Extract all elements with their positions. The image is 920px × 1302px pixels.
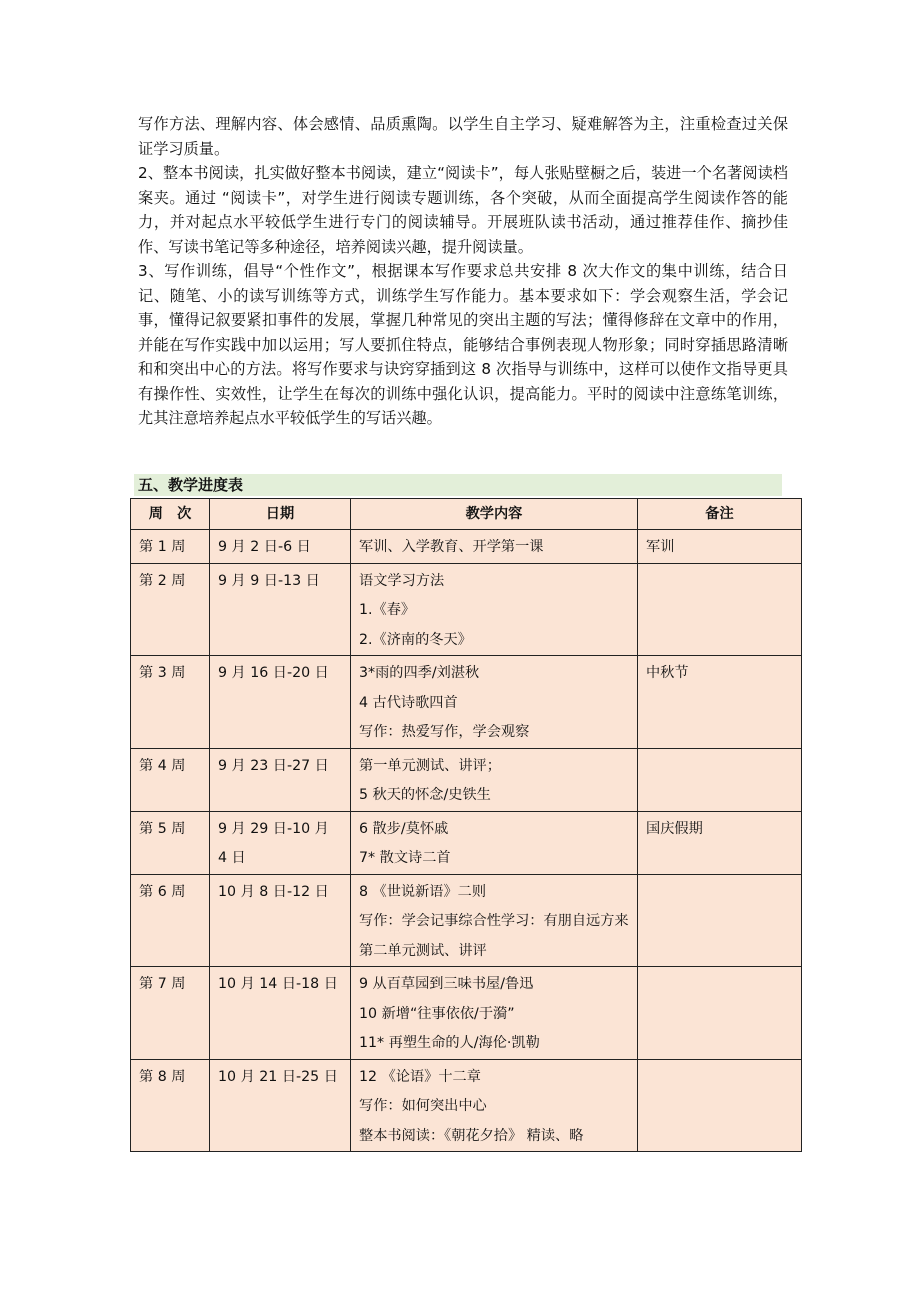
content-line: 5 秋天的怀念/史铁生 (359, 787, 491, 803)
content-line: 第一单元测试、讲评； (359, 757, 501, 774)
paragraph: 2、整本书阅读，扎实做好整本书阅读，建立“阅读卡”，每人张贴壁橱之后，装进一个名著阅读档案夹。通过 “阅读卡”，对学生进行阅读专题训练，各个突破，从而全面提高学生阅读作答的能力，并对起点水平较低学生进行专门的阅读辅导。开展班队读书活动，通过推荐佳作、摘抄佳作、写读书笔记等多种途径，培养阅读兴趣，提升阅读量。 (138, 164, 788, 256)
week-cell: 第 8 周 (131, 1059, 210, 1152)
section-heading: 五、教学进度表 (134, 474, 782, 496)
content-cell (351, 967, 638, 1060)
content-line: 6 散步/莫怀戚 (359, 820, 449, 837)
table-row (131, 563, 802, 656)
content-cell (351, 1059, 638, 1152)
content-line: 军训、入学教育、开学第一课 (359, 539, 544, 555)
content-cell (351, 874, 638, 967)
content-line: 12 《论语》十二章 (359, 1068, 481, 1085)
note-cell: 军训 (638, 530, 802, 564)
table-row (131, 811, 802, 874)
note-cell (638, 748, 802, 811)
date-cell: 10 月 21 日-25 日 (210, 1059, 351, 1152)
header-content: 教学内容 (351, 499, 638, 530)
table-body (131, 530, 802, 1152)
content-line: 11* 再塑生命的人/海伦·凯勒 (359, 1035, 540, 1051)
date-cell: 10 月 14 日-18 日 (210, 967, 351, 1060)
content-line: 写作：如何突出中心 (359, 1098, 487, 1114)
date-cell: 10 月 8 日-12 日 (210, 874, 351, 967)
content-line: 10 新增“往事依依/于漪” (359, 1005, 515, 1022)
header-note: 备注 (638, 499, 802, 530)
week-cell: 第 7 周 (131, 967, 210, 1060)
table-header-row (131, 499, 802, 530)
content-cell (351, 748, 638, 811)
note-cell: 中秋节 (638, 656, 802, 749)
date-cell: 9 月 23 日-27 日 (210, 748, 351, 811)
table-row (131, 1059, 802, 1152)
note-cell (638, 563, 802, 656)
week-cell: 第 6 周 (131, 874, 210, 967)
week-cell: 第 2 周 (131, 563, 210, 656)
schedule-table (130, 498, 802, 1152)
content-line: 整本书阅读：《朝花夕拾》 精读、略 (359, 1127, 584, 1144)
week-cell: 第 1 周 (131, 530, 210, 564)
date-cell: 9 月 9 日-13 日 (210, 563, 351, 656)
content-line: 1.《春》 (359, 602, 416, 618)
content-line: 3*雨的四季/刘湛秋 (359, 665, 480, 681)
note-cell: 国庆假期 (638, 811, 802, 874)
content-line: 第二单元测试、讲评 (359, 942, 487, 959)
week-cell: 第 4 周 (131, 748, 210, 811)
content-line: 语文学习方法 (359, 572, 445, 589)
content-line: 9 从百草园到三味书屋/鲁迅 (359, 976, 534, 992)
date-cell: 9 月 16 日-20 日 (210, 656, 351, 749)
content-cell (351, 530, 638, 564)
note-cell (638, 1059, 802, 1152)
date-cell: 9 月 2 日-6 日 (210, 530, 351, 564)
content-line: 写作：热爱写作，学会观察 (359, 724, 530, 740)
table-row (131, 967, 802, 1060)
content-cell (351, 811, 638, 874)
content-line: 2.《济南的冬天》 (359, 631, 472, 648)
table-row (131, 748, 802, 811)
body-text (138, 112, 788, 431)
paragraph: 写作方法、理解内容、体会感情、品质熏陶。以学生自主学习、疑难解答为主，注重检查过关保证学习质量。 (138, 115, 788, 158)
table-row (131, 530, 802, 564)
note-cell (638, 874, 802, 967)
note-cell (638, 967, 802, 1060)
content-line: 8 《世说新语》二则 (359, 883, 487, 900)
paragraph: 3、写作训练，倡导“个性作文”，根据课本写作要求总共安排 8 次大作文的集中训练，结合日记、随笔、小的读写训练等方式，训练学生写作能力。基本要求如下：学会观察生活，学会记事，懂得记叙要紧扣事件的发展，掌握几种常见的突出主题的写法；懂得修辞在文章中的作用，并能在写作实践中加以运用；写人要抓住特点，能够结合事例表现人物形象；同时穿插思路清晰和和突出中心的方法。将写作要求与诀窍穿插到这 8 次指导与训练中，这样可以使作文指导更具有操作性、实效性，让学生在每次的训练中强化认识，提高能力。平时的阅读中注意练笔训练，尤其注意培养起点水平较低学生的写话兴趣。 (138, 262, 788, 427)
week-cell: 第 3 周 (131, 656, 210, 749)
header-date: 日期 (210, 499, 351, 530)
content-line: 7* 散文诗二首 (359, 850, 451, 866)
week-cell: 第 5 周 (131, 811, 210, 874)
content-line: 4 古代诗歌四首 (359, 694, 458, 711)
date-cell: 9 月 29 日-10 月 4 日 (210, 811, 351, 874)
header-week: 周 次 (131, 499, 210, 530)
table-row (131, 874, 802, 967)
table-row (131, 656, 802, 749)
content-cell (351, 563, 638, 656)
content-cell (351, 656, 638, 749)
content-line: 写作：学会记事综合性学习：有朋自远方来 (359, 913, 629, 929)
